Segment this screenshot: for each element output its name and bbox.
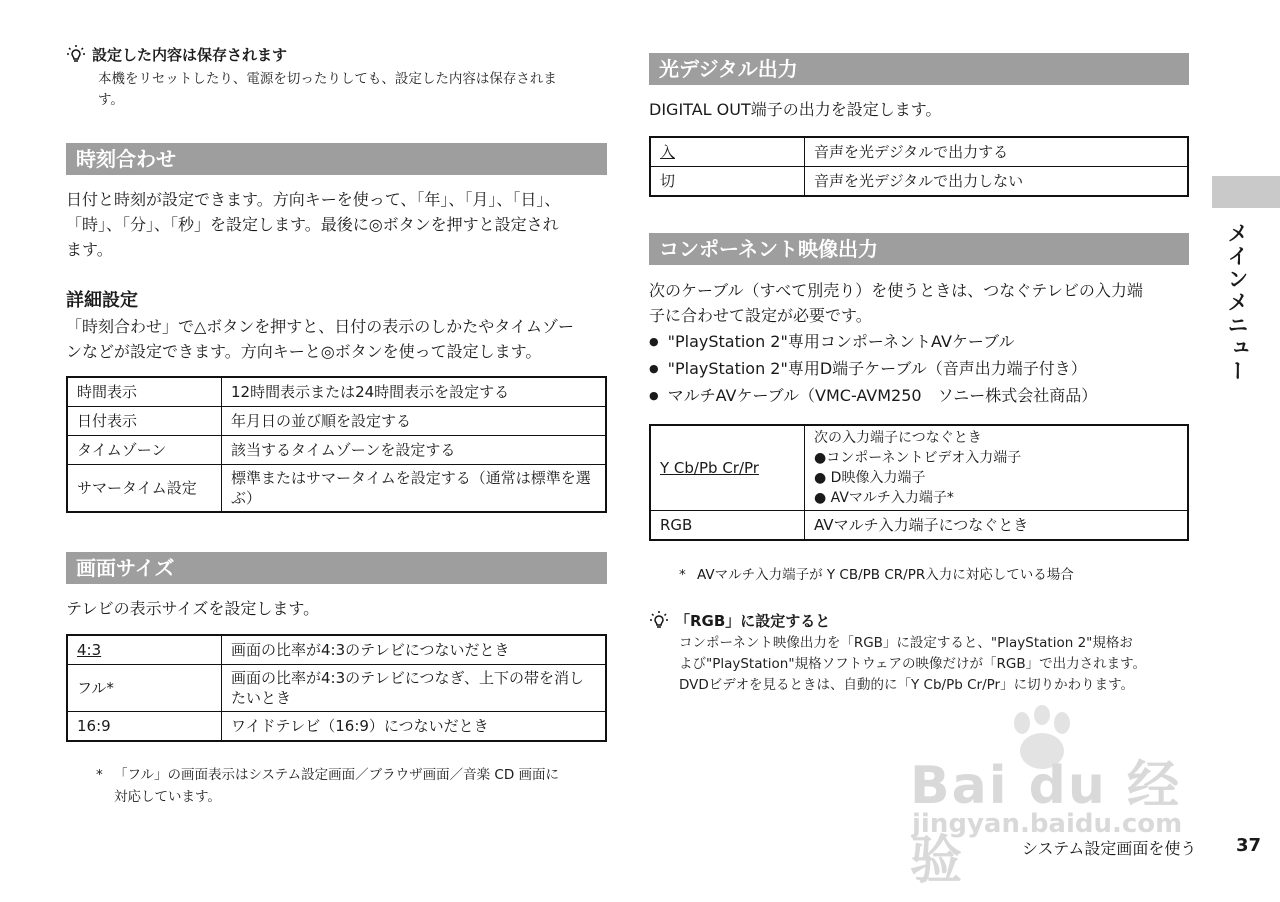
subheading-detail-settings: 詳細設定 <box>66 290 138 311</box>
table-key: RGB <box>650 511 805 541</box>
table-key: 切 <box>650 167 805 197</box>
table-key: 日付表示 <box>67 407 222 436</box>
table-value: 12時間表示または24時間表示を設定する <box>222 377 607 407</box>
tip-line: よび"PlayStation"規格ソフトウェアの映像だけが「RGB」で出力されます。 <box>679 656 1147 672</box>
text-line: ● AVマルチ入力端子* <box>814 490 954 506</box>
tip-line: 本機をリセットしたり、電源を切ったりしても、設定した内容は保存されま <box>98 71 557 87</box>
text-line: 「フル」の画面表示はシステム設定画面／ブラウザ画面／音楽 CD 画面に <box>114 767 560 783</box>
detail-description <box>66 314 607 364</box>
side-chapter-label: メインメニュー <box>1225 222 1249 383</box>
side-tab-marker <box>1212 176 1280 208</box>
tip-line: DVDビデオを見るときは、自動的に「Y Cb/Pb Cr/Pr」に切りかわります。 <box>679 677 1134 693</box>
component-table <box>649 424 1189 541</box>
table-key: 4:3 <box>67 635 222 665</box>
table-key: 時間表示 <box>67 377 222 407</box>
text-line: 次のケーブル（すべて別売り）を使うときは、つなぐテレビの入力端 <box>649 281 1143 300</box>
text-line: 「時刻合わせ」で△ボタンを押すと、日付の表示のしかたやタイムゾー <box>66 317 574 336</box>
table-row <box>67 407 606 436</box>
table-key: 16:9 <box>67 712 222 742</box>
table-value: 音声を光デジタルで出力する <box>805 137 1189 167</box>
table-value: 標準またはサマータイムを設定する（通常は標準を選ぶ） <box>222 465 607 513</box>
tip-line: す。 <box>98 92 124 108</box>
text-line: 「時」、「分」、「秒」を設定します。最後に◎ボタンを押すと設定され <box>66 215 559 234</box>
table-key: タイムゾーン <box>67 436 222 465</box>
watermark-url: jingyan.baidu.com <box>912 809 1183 839</box>
list-item: ● "PlayStation 2"専用D端子ケーブル（音声出力端子付き） <box>649 355 1189 382</box>
table-value: ワイドテレビ（16:9）につないだとき <box>222 712 607 742</box>
text-line: 日付と時刻が設定できます。方向キーを使って、「年」、「月」、「日」、 <box>66 190 561 209</box>
table-row <box>650 511 1188 541</box>
table-value: 画面の比率が4:3のテレビにつなぎ、上下の帯を消したいとき <box>222 665 607 712</box>
lightbulb-icon <box>66 44 86 64</box>
text-line: ます。 <box>66 240 113 259</box>
clock-description <box>66 187 607 262</box>
screen-size-intro: テレビの表示サイズを設定します。 <box>66 599 320 618</box>
page-number: 37 <box>1236 835 1262 856</box>
section-heading-clock: 時刻合わせ <box>66 143 607 175</box>
text-line: ●コンポーネントビデオ入力端子 <box>814 450 1022 466</box>
section-heading-screen-size: 画面サイズ <box>66 552 607 584</box>
table-key: Y Cb/Pb Cr/Pr <box>650 425 805 511</box>
footnote-mark: * <box>679 567 686 583</box>
footer-section-title: システム設定画面を使う <box>1022 839 1197 858</box>
tip-title: 設定した内容は保存されます <box>92 46 288 64</box>
table-row <box>650 137 1188 167</box>
table-key: フル* <box>67 665 222 712</box>
tip-rgb <box>649 610 1189 696</box>
table-value: 年月日の並び順を設定する <box>222 407 607 436</box>
table-row <box>67 712 606 742</box>
lightbulb-icon <box>649 610 669 630</box>
table-value: 画面の比率が4:3のテレビにつないだとき <box>222 635 607 665</box>
footnote-text: AVマルチ入力端子が Y CB/PB CR/PR入力に対応している場合 <box>697 567 1074 583</box>
watermark-brand: Bai du 经验 <box>910 756 1181 891</box>
screen-size-footnote <box>96 764 611 808</box>
table-row <box>67 635 606 665</box>
tip-saved-settings <box>66 44 607 111</box>
text-line: 対応しています。 <box>114 789 221 805</box>
tip-title: 「RGB」に設定すると <box>675 612 831 630</box>
table-key: 入 <box>650 137 805 167</box>
table-value: 音声を光デジタルで出力しない <box>805 167 1189 197</box>
list-item: ● マルチAVケーブル（VMC-AVM250 ソニー株式会社商品） <box>649 382 1189 409</box>
baidu-watermark <box>910 705 1200 891</box>
table-row <box>67 665 606 712</box>
tip-line: コンポーネント映像出力を「RGB」に設定すると、"PlayStation 2"規格お <box>679 635 1133 651</box>
optical-intro: DIGITAL OUT端子の出力を設定します。 <box>649 100 942 119</box>
text-line: 次の入力端子につなぐとき <box>814 430 982 446</box>
section-heading-optical: 光デジタル出力 <box>649 53 1189 85</box>
table-row <box>67 377 606 407</box>
detail-settings-table <box>66 376 607 513</box>
cable-list <box>649 328 1189 409</box>
table-row <box>650 167 1188 197</box>
table-value: 該当するタイムゾーンを設定する <box>222 436 607 465</box>
text-line: 子に合わせて設定が必要です。 <box>649 306 872 325</box>
table-value: AVマルチ入力端子につなぐとき <box>805 511 1189 541</box>
table-row <box>67 436 606 465</box>
text-line: ンなどが設定できます。方向キーと◎ボタンを使って設定します。 <box>66 342 542 361</box>
table-row <box>650 425 1188 511</box>
list-item: ● "PlayStation 2"専用コンポーネントAVケーブル <box>649 328 1189 355</box>
table-key: サマータイム設定 <box>67 465 222 513</box>
table-row <box>67 465 606 513</box>
component-description <box>649 278 1189 328</box>
footnote-mark: * <box>96 767 103 783</box>
text-line: ● D映像入力端子 <box>814 470 926 486</box>
screen-size-table <box>66 634 607 742</box>
section-heading-component: コンポーネント映像出力 <box>649 233 1189 265</box>
component-footnote <box>679 564 1189 586</box>
table-value <box>805 425 1189 511</box>
optical-table <box>649 136 1189 197</box>
